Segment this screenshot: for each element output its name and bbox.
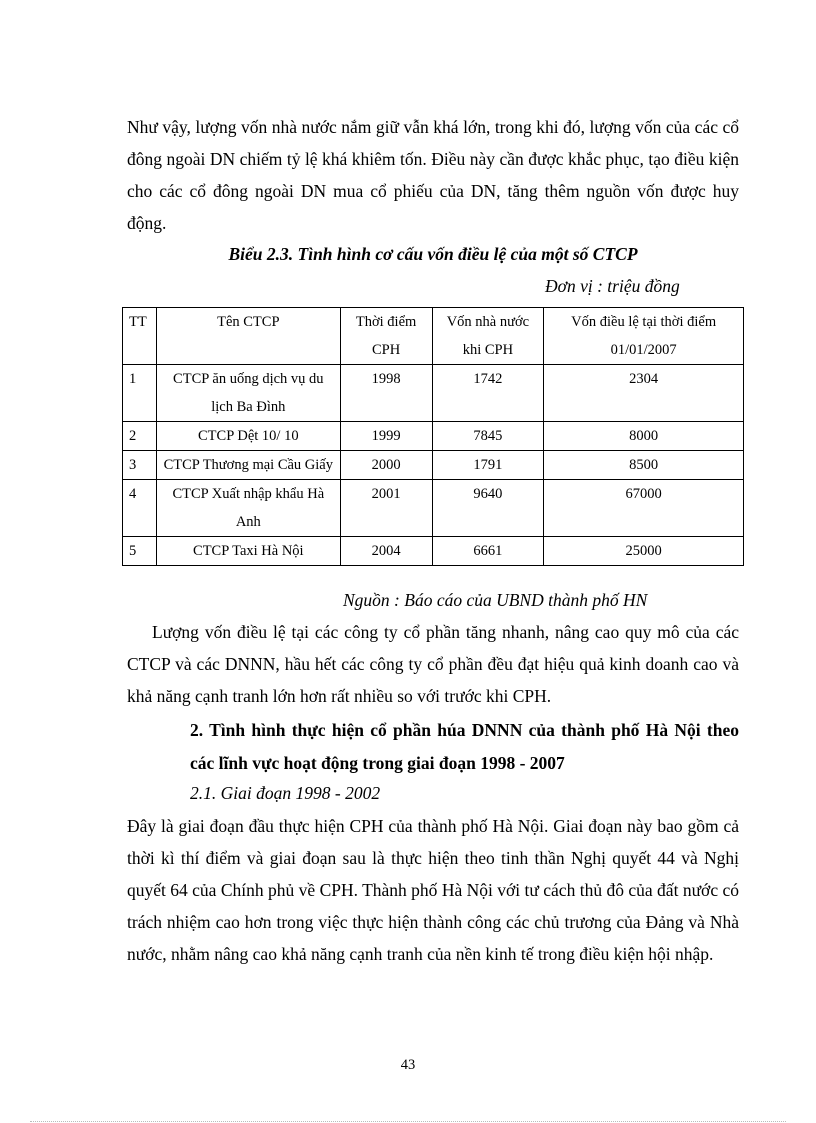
table-header-row [123,308,744,365]
cell-company-name: CTCP ăn uống dịch vụ du lịch Ba Đình [156,365,340,422]
cell-company-name: CTCP Thương mại Cầu Giấy [156,451,340,480]
cell-charter-capital: 25000 [544,537,744,566]
cell-state-capital: 7845 [432,422,544,451]
cell-tt: 5 [123,537,157,566]
cell-state-capital: 1791 [432,451,544,480]
cell-company-name: CTCP Dệt 10/ 10 [156,422,340,451]
cell-charter-capital: 67000 [544,480,744,537]
cell-year: 1999 [340,422,432,451]
cell-charter-capital: 8000 [544,422,744,451]
page-bottom-divider [30,1121,786,1122]
cell-state-capital: 6661 [432,537,544,566]
cell-state-capital: 9640 [432,480,544,537]
cell-company-name: CTCP Xuất nhập khẩu Hà Anh [156,480,340,537]
cell-tt: 2 [123,422,157,451]
cell-tt: 4 [123,480,157,537]
table-source: Nguồn : Báo cáo của UBND thành phố HN [343,590,648,610]
capital-structure-table [122,307,744,566]
cell-charter-capital: 2304 [544,365,744,422]
table-row [123,537,744,566]
table-title: Biểu 2.3. Tình hình cơ cấu vốn điều lệ của một số CTCP [228,244,638,264]
table-row [123,365,744,422]
header-state-capital: Vốn nhà nước khi CPH [432,308,544,365]
cell-year: 1998 [340,365,432,422]
table-row [123,422,744,451]
cell-charter-capital: 8500 [544,451,744,480]
table-row [123,480,744,537]
paragraph-period-1998-2002: Đây là giai đoạn đầu thực hiện CPH của thành phố Hà Nội. Giai đoạn này bao gồm cả thời kì thí điểm và giai đoạn sau là thực hiện theo tinh thần Nghị quyết 44 và Nghị quyết 64 của Chính phủ về CPH. Thành phố Hà Nội với tư cách thủ đô của đất nước có trách nhiệm cao hơn trong việc thực hiện thành công các chủ trương của Đảng và Nhà nước, nhằm nâng cao khả năng cạnh tranh của nền kinh tế trong điều kiện hội nhập. [127,816,739,964]
header-charter-capital: Vốn điều lệ tại thời điểm 01/01/2007 [544,308,744,365]
unit-label: Đơn vị : triệu đồng [545,276,680,296]
header-tt: TT [123,308,157,365]
header-company-name: Tên CTCP [156,308,340,365]
header-cph-time: Thời điểm CPH [340,308,432,365]
paragraph-capital-structure: Như vậy, lượng vốn nhà nước nắm giữ vẫn khá lớn, trong khi đó, lượng vốn của các cổ đông ngoài DN chiếm tỷ lệ khá khiêm tốn. Điều này cần được khắc phục, tạo điều kiện cho các cổ đông ngoài DN mua cổ phiếu của DN, tăng thêm nguồn vốn được huy động. [127,117,739,233]
paragraph-charter-growth: Lượng vốn điều lệ tại các công ty cổ phần tăng nhanh, nâng cao quy mô của các CTCP và các DNNN, hầu hết các công ty cổ phần đều đạt hiệu quả kinh doanh cao và khả năng cạnh tranh lớn hơn rất nhiều so với trước khi CPH. [127,622,739,706]
cell-state-capital: 1742 [432,365,544,422]
page-number: 43 [400,1057,416,1073]
subsection-heading: 2.1. Giai đoạn 1998 - 2002 [190,783,381,803]
cell-year: 2001 [340,480,432,537]
cell-year: 2000 [340,451,432,480]
cell-tt: 3 [123,451,157,480]
section-heading: 2. Tình hình thực hiện cổ phần húa DNNN của thành phố Hà Nội theo các lĩnh vực hoạt động trong giai đoạn 1998 - 2007 [190,720,739,773]
cell-tt: 1 [123,365,157,422]
table-row [123,451,744,480]
cell-year: 2004 [340,537,432,566]
cell-company-name: CTCP Taxi Hà Nội [156,537,340,566]
